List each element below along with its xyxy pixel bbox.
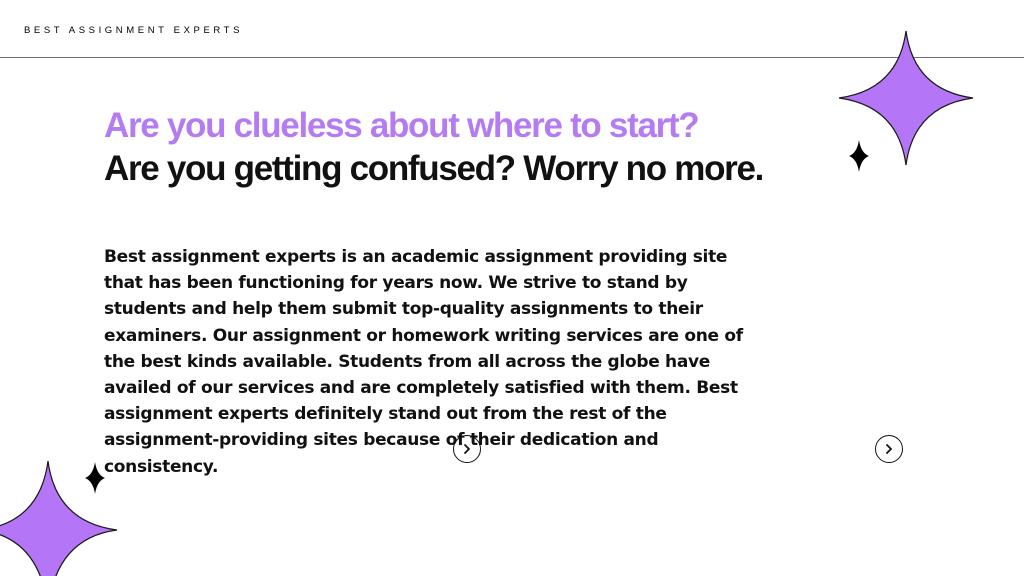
chevron-right-icon	[461, 443, 473, 455]
intro-paragraph: Best assignment experts is an academic assignment providing site that has been functioning for years now. We strive to stand by students and help them submit top-quality assignments to their examiners. Our assignment or homework writing services are one of the best kinds available. Students from all across the globe have availed of our services and are completely satisfied with them. Best assignment experts definitely stand out from the rest of the assignment-providing sites because of their dedication and consistency.	[104, 247, 743, 477]
page-headline	[104, 104, 824, 190]
brand-name: BEST ASSIGNMENT EXPERTS	[24, 25, 244, 36]
chevron-right-icon	[883, 443, 895, 455]
headline-question: Are you clueless about where to start?	[104, 106, 699, 145]
slide-nav-button-middle[interactable]	[453, 435, 481, 463]
sparkle-small-icon	[849, 140, 869, 172]
next-slide-button[interactable]	[875, 435, 903, 463]
headline-statement: Are you getting confused? Worry no more.	[104, 149, 764, 188]
sparkle-small-bottom-icon	[85, 462, 105, 494]
